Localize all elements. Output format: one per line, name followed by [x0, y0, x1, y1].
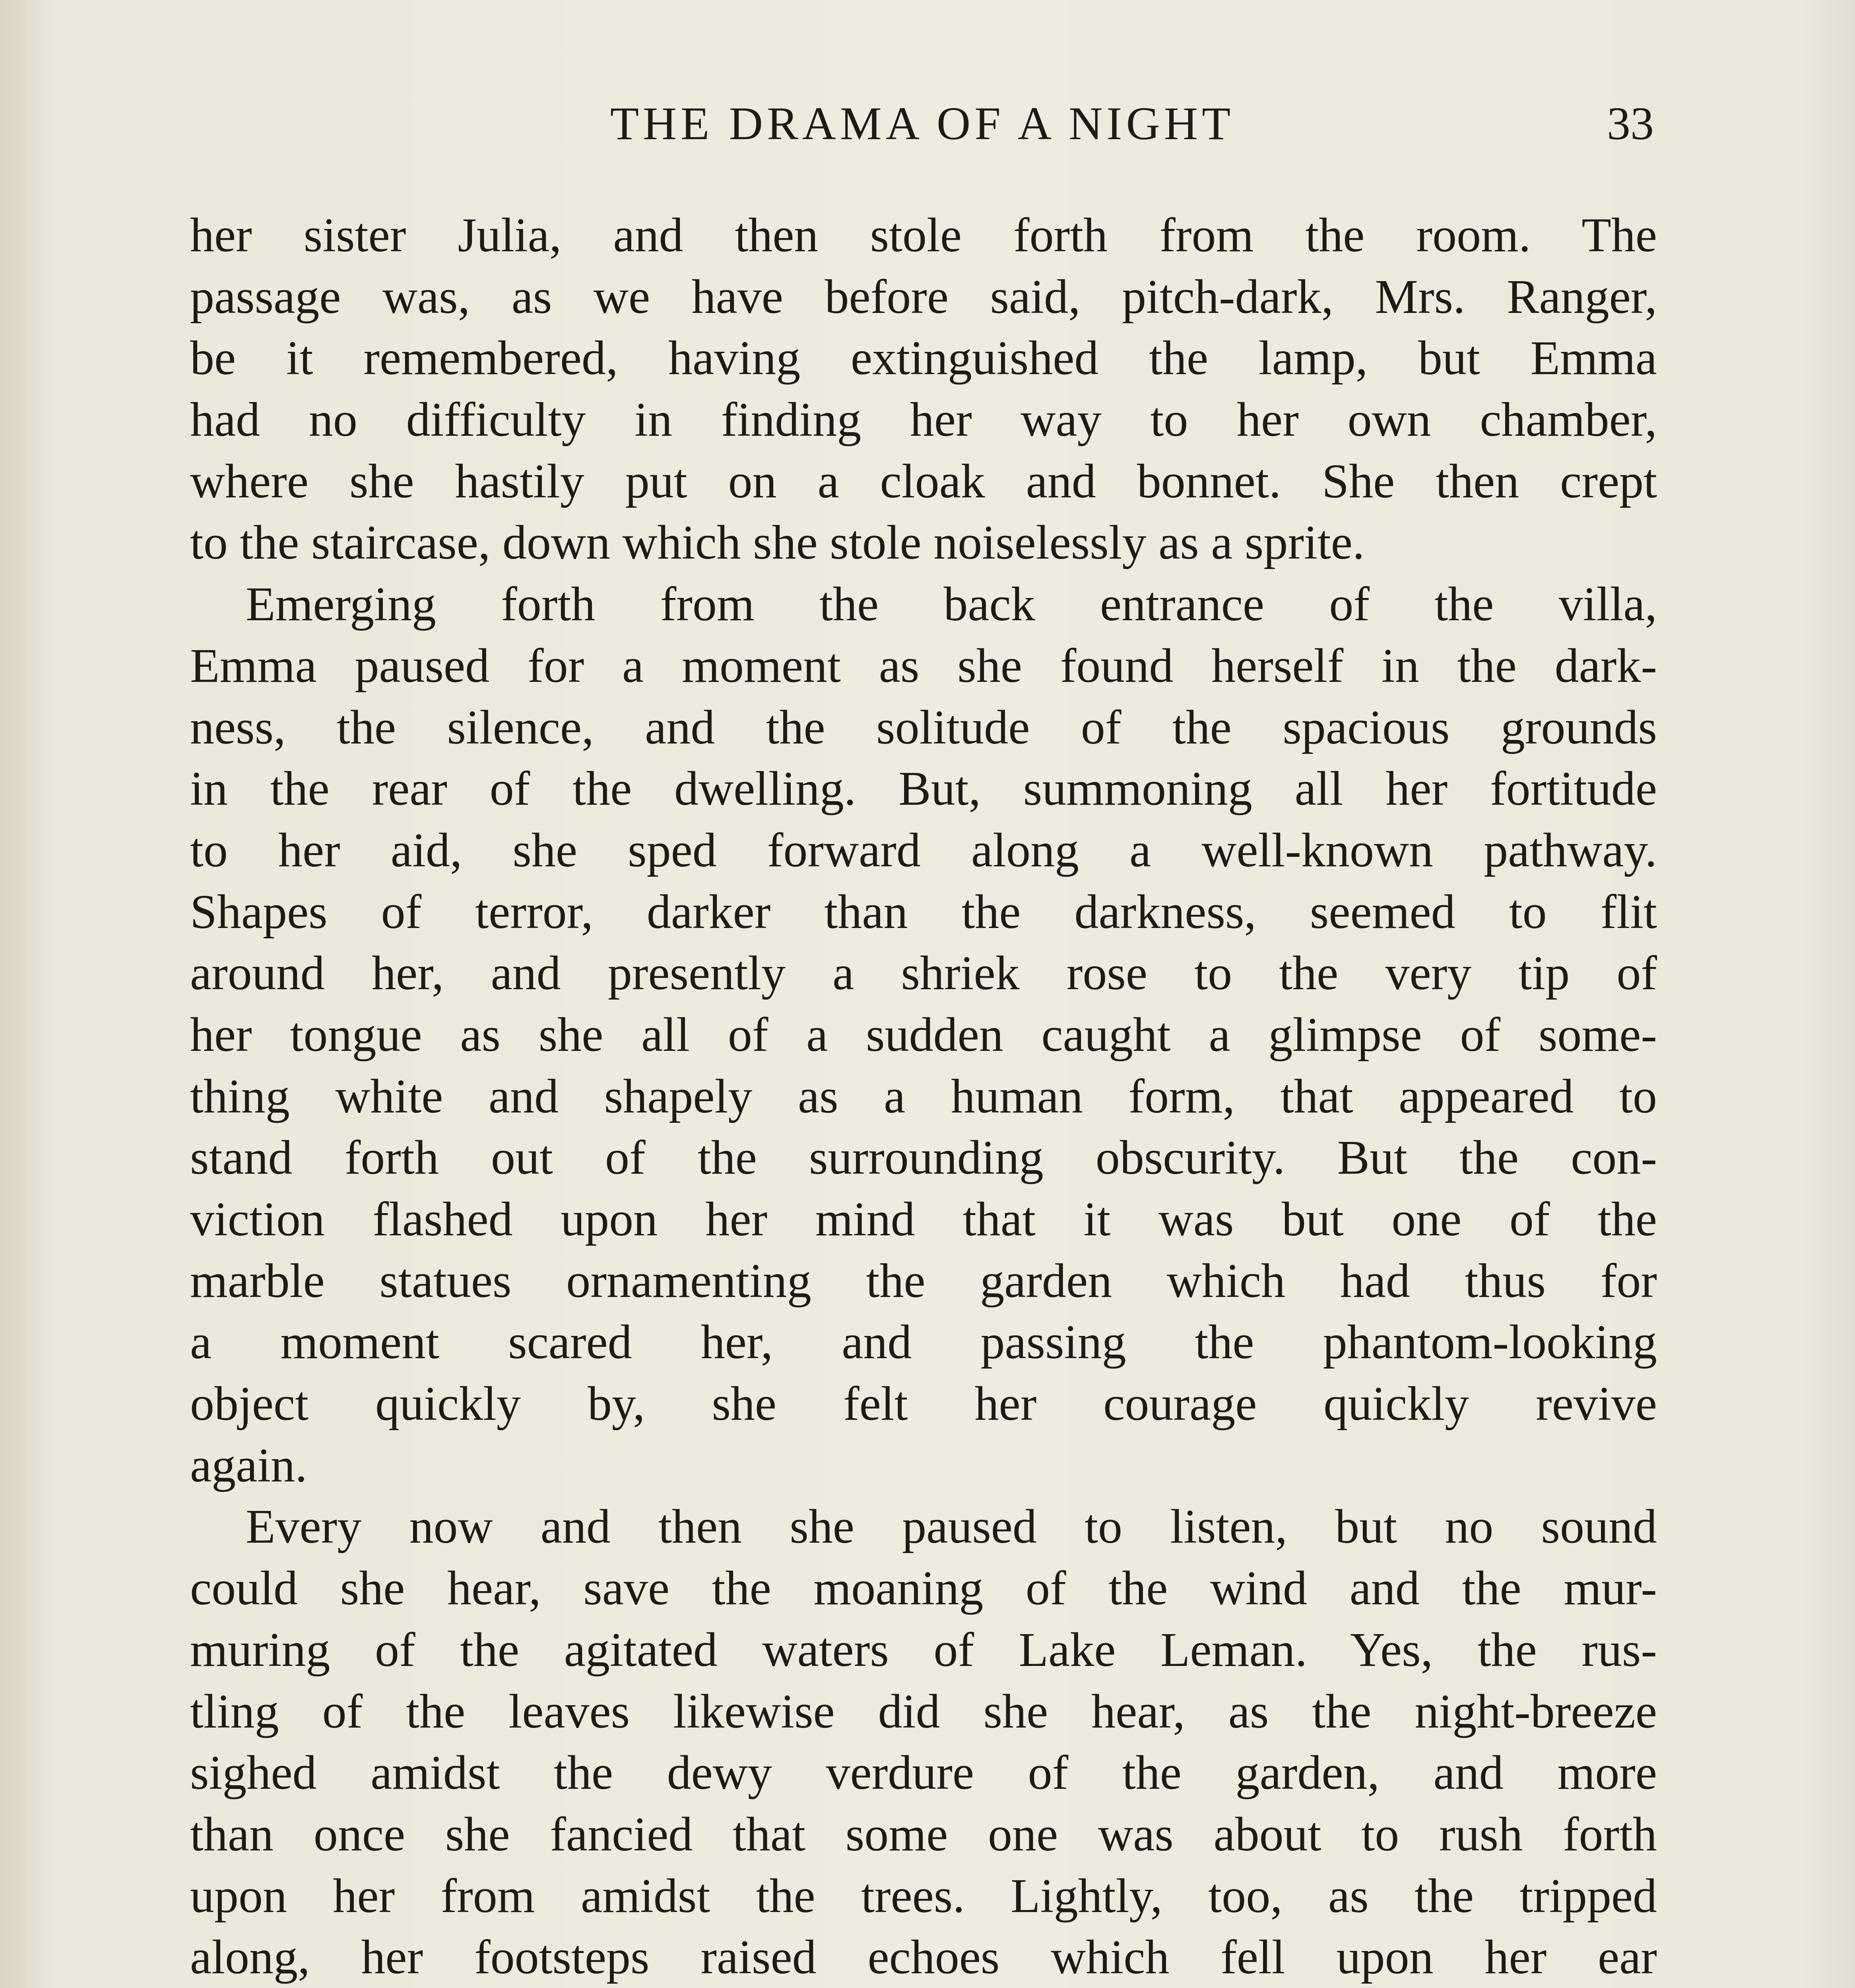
text-line: to the staircase, down which she stole noiselessly as a sprite.: [190, 516, 1365, 570]
text-line: her tongue as she all of a sudden caught a glimpse of some-: [190, 1008, 1657, 1062]
text-line: in the rear of the dwelling. But, summoning all her fortitude: [190, 762, 1657, 816]
text-line: around her, and presently a shriek rose to the very tip of: [190, 946, 1657, 1000]
text-line: Every now and then she paused to listen, but no sound: [246, 1500, 1657, 1554]
text-line: passage was, as we have before said, pitch-dark, Mrs. Ranger,: [190, 270, 1657, 324]
text-line: Emma paused for a moment as she found herself in the dark-: [190, 639, 1657, 693]
body-text: [190, 205, 1657, 1988]
text-line: viction flashed upon her mind that it was but one of the: [190, 1192, 1657, 1246]
text-line: tling of the leaves likewise did she hear, as the night-breeze: [190, 1684, 1657, 1738]
text-line: where she hastily put on a cloak and bonnet. She then crept: [190, 454, 1657, 508]
text-line: along, her footsteps raised echoes which fell upon her ear: [190, 1930, 1657, 1984]
text-line: had no difficulty in finding her way to her own chamber,: [190, 393, 1657, 447]
paragraph: [190, 205, 1657, 574]
text-line: marble statues ornamenting the garden which had thus for: [190, 1254, 1657, 1308]
text-line: Shapes of terror, darker than the darkness, seemed to flit: [190, 885, 1657, 939]
text-line: be it remembered, having extinguished the lamp, but Emma: [190, 331, 1657, 385]
text-line: again.: [190, 1438, 307, 1492]
text-line: her sister Julia, and then stole forth from the room. The: [190, 208, 1657, 262]
page-number: 33: [1607, 97, 1654, 149]
text-line: could she hear, save the moaning of the wind and the mur-: [190, 1561, 1657, 1615]
text-line: thing white and shapely as a human form, that appeared to: [190, 1069, 1657, 1123]
text-line: to her aid, she sped forward along a well-known pathway.: [190, 823, 1657, 877]
text-line: ness, the silence, and the solitude of the spacious grounds: [190, 700, 1657, 754]
text-line: muring of the agitated waters of Lake Leman. Yes, the rus-: [190, 1623, 1657, 1677]
text-line: stand forth out of the surrounding obscurity. But the con-: [190, 1131, 1657, 1185]
text-line: sighed amidst the dewy verdure of the garden, and more: [190, 1746, 1657, 1800]
page-header: [191, 94, 1654, 153]
text-line: a moment scared her, and passing the phantom-looking: [190, 1315, 1657, 1369]
text-line: object quickly by, she felt her courage quickly revive: [190, 1377, 1657, 1431]
text-line: upon her from amidst the trees. Lightly, too, as the tripped: [190, 1869, 1657, 1923]
text-line: than once she fancied that some one was about to rush forth: [190, 1807, 1657, 1861]
paragraph: [190, 574, 1657, 1496]
running-title: THE DRAMA OF A NIGHT: [610, 97, 1235, 149]
paragraph: [190, 1496, 1657, 1988]
text-line: Emerging forth from the back entrance of the villa,: [246, 577, 1657, 631]
